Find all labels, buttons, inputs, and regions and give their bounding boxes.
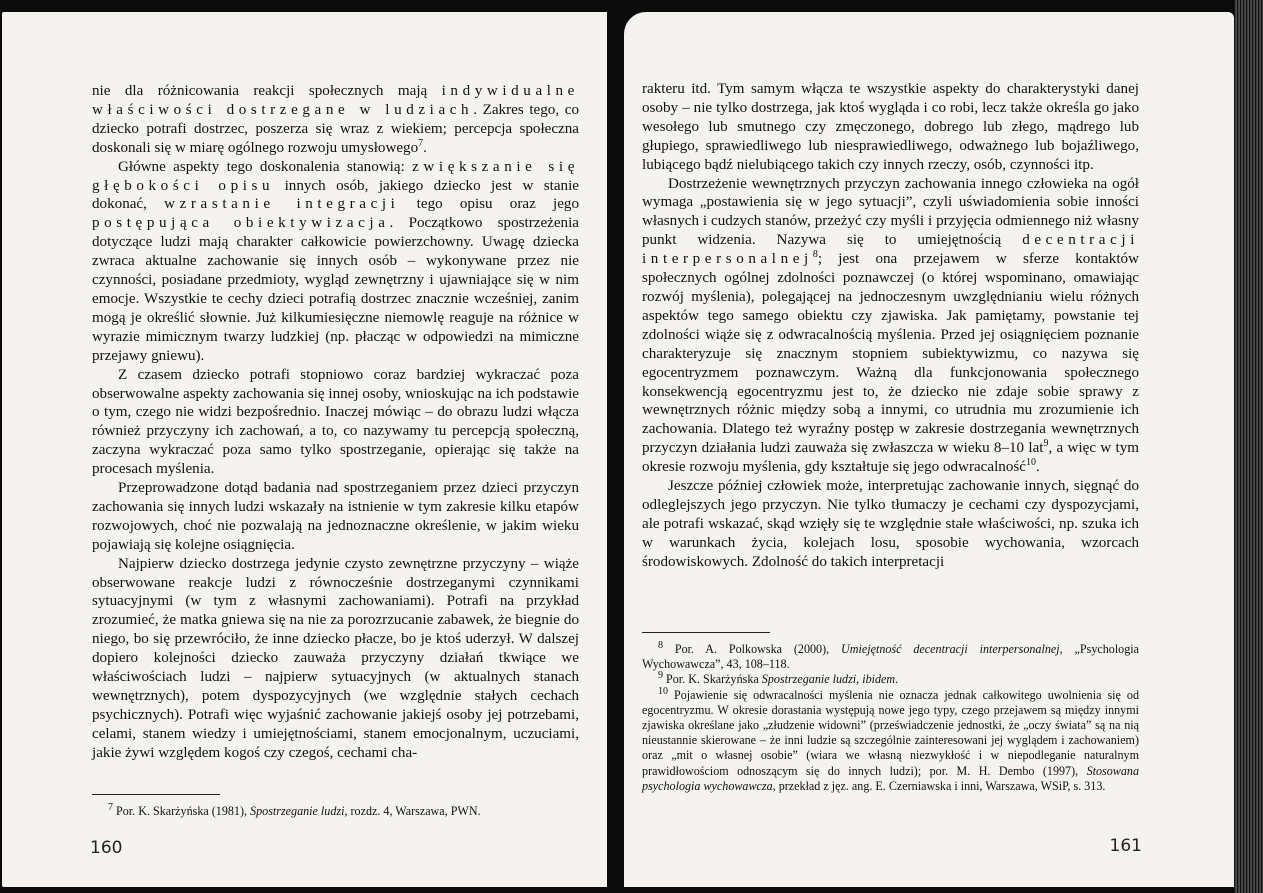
emphasized-term: decentracji interpersonalnej <box>642 232 1139 268</box>
paragraph <box>92 555 579 763</box>
text-run: , rozdz. 4, Warszawa, PWN. <box>344 804 481 818</box>
text-run: . <box>423 139 427 156</box>
text-run: , a więc w tym okresie rozwoju myślenia, gdy kształtuje się jego odwracalność <box>642 440 1139 476</box>
text-run: Pojawienie się odwracalności myślenia nie oznacza jednak całkowitego uwolnienia się od egocentryzmu. W okresie dorastania występują nowe jego typy, czego przejawem są między innymi zjawiska określane jako „złudzenie widowni” (przeświadczenie jednostki, że „oczy świata” są na nią nieustannie skierowane – że inni ludzie są szczególnie zainteresowani jej wyglądem i zachowaniem) oraz „mit o własnej osobie” (wiara we własną niezwykłość i w niepodleganie naturalnym prawidłowościom odnoszącym się do innych ludzi); por. M. H. Dembo (1997), <box>642 687 1139 778</box>
footnote-marker: 7 <box>418 137 424 149</box>
emphasized-term: zwiększanie się głębokości opisu <box>92 158 579 194</box>
paragraph <box>92 158 579 366</box>
text-run: . <box>895 672 899 687</box>
text-run: nie dla różnicowania reakcji społecznych mają <box>92 83 442 99</box>
text-run: ; jest ona przejawem w sferze kontaktów społecznych ogólnej zdolności poznawczej (o której wspominano, omawiając rozwój myślenia), polegającej na jednoczesnym uwzględnianiu wielu różnych aspektów tego samego obiektu czy zjawiska. Jak pamiętamy, powstanie tej zdolności wiąże się z odwracalnością myślenia. Przed jej osiągnięciem poznanie charakteryzuje się znacznym stopniem subiektywizmu, co nazywa się egocentryzmem poznawczym. Ważną dla funkcjonowania społecznego konsekwencją egocentryzmu jest to, że dziecko nie zdaje sobie sprawy z wewnętrznych różnic między sobą a innymi, co utrudnia mu zrozumienie ich zachowania. Dlatego też wyraźny postęp w zakresie dostrzegania wewnętrznych przyczyn działania ludzi zauważa się zwłaszcza w wieku 8–10 lat <box>642 251 1139 457</box>
text-run: tego opisu oraz jego <box>399 196 579 213</box>
footnotes <box>92 801 579 819</box>
paragraph <box>92 479 579 555</box>
emphasized-term: postępująca obiektywizacja <box>92 215 390 232</box>
text-run: Spostrzeganie ludzi <box>250 804 345 818</box>
text-run: Przeprowadzone dotąd badania nad spostrzeganiem przez dzieci przyczyn zachowania się innych ludzi wskazały na istnienie w tym zakresie kilku etapów rozwojowych, choć nie pozwalają na jednoznaczne określenie, w jakim wieku pojawiają się kolejne osiągnięcia. <box>92 480 579 553</box>
paragraph <box>642 639 1140 672</box>
footnotes <box>642 639 1140 794</box>
text-run: . <box>1035 459 1040 476</box>
text-run: Spostrzeganie ludzi, ibidem <box>761 672 896 687</box>
footnote-marker: 9 <box>1043 438 1049 450</box>
footnote-marker: 10 <box>1025 457 1036 469</box>
left-page <box>2 12 607 887</box>
text-run: Główne aspekty tego doskonalenia stanowią: <box>118 158 413 175</box>
text-run: Jeszcze później człowiek może, interpretując zachowanie innych, sięgnąć do odleglejszych jego przyczyn. Nie tylko tłumaczy je cechami czy dyspozycjami, ale potrafi wskazać, skąd wzięły się te względnie stałe właściwości, np. szuka ich w warunkach życia, kolejach losu, sposobie wychowania, wzorcach środowiskowych. Zdolność do takich interpretacji <box>642 478 1139 570</box>
text-run: Por. K. Skarżyńska <box>663 672 762 687</box>
text-run: . Początkowo spostrzeżenia dotyczące ludzi mają charakter całkowicie powierzchowny. Uwagę dziecka zwraca aktualne zachowanie się innych osób – wykonywane przez nie czynności, posiadane przedmioty, wygląd zewnętrzny i ujawniające się w nim emocje. Wszystkie te cechy dzieci potrafią dostrzec znacznie wcześniej, zanim mogą je określić słownie. Już kilkumiesięczne niemowlę reaguje na różnice w wyrazie mimicznym twarzy ludzkiej (np. płacząc w odpowiedzi na mimiczne przejawy gniewu). <box>92 215 579 364</box>
footnote-marker: 8 <box>812 249 818 261</box>
text-run: Stosowana psychologia wychowawcza <box>642 763 1139 793</box>
text-run: rakteru itd. Tym samym włącza te wszystkie aspekty do charakterystyki danej osoby – nie tylko dostrzega, jak ktoś wygląda i co robi, lecz także określa go jako wesołego lub smutnego czy zmęczonego, dobrego lub złego, mądrego lub głupiego, sprawiedliwego lub niesprawiedliwego, odważnego lub bojaźliwego, lubiącego bądź nielubiącego takich czy innych rzeczy, osób, czynności itp. <box>642 81 1139 173</box>
text-run: Z czasem dziecko potrafi stopniowo coraz bardziej wykraczać poza obserwowalne aspekty zachowania się innej osoby, wnioskując na ich podstawie o tym, czego nie widzi bezpośrednio. Inaczej mówiąc – do obrazu ludzi włącza również przyczyny ich zachowań, a to, co nazywamy tu percepcją społeczną, zaczyna wykraczać poza samo tylko spostrzeganie, opierając się także na procesach myślenia. <box>92 366 579 478</box>
paragraph <box>642 477 1139 572</box>
footnote-marker: 8 <box>658 639 663 651</box>
footnote-separator <box>642 632 770 633</box>
text-run: . Zakres tego, co dziecko potrafi dostrzec, poszerza się wraz z wiekiem; percepcja społeczna doskonali się w miarę ogólnego rozwoju umysłowego <box>92 101 579 156</box>
body-text <box>92 82 579 763</box>
right-page <box>624 12 1234 887</box>
text-run: , przekład z jęz. ang. E. Czerniawska i inni, Warszawa, WSiP, s. 313. <box>772 778 1106 793</box>
page-number: 161 <box>1109 836 1142 856</box>
paragraph <box>642 80 1139 175</box>
book-page-edges <box>1234 0 1263 893</box>
emphasized-term: indywidualne właściwości dostrzegane w ludziach <box>92 83 579 118</box>
text-run: Por. A. Polkowska (2000), <box>663 642 842 656</box>
paragraph <box>642 685 1139 794</box>
text-run: Najpierw dziecko dostrzega jedynie czysto zewnętrzne przyczyny – wiąże obserwowane reakcje ludzi z równocześnie dostrzeganymi czynnikami sytuacyjnymi (w tym z własnymi zachowaniami). Potrafi na przykład zrozumieć, że matka gniewa się na nie za porozrzucanie zabawek, że biegnie do niego, bo się przewróciło, że inne dziecko płacze, bo je ktoś uderzył. W dalszej dopiero kolejności dziecko zauważa przyczyny działań tkwiące we właściwościach ludzi – najpierw sytuacyjnych (w aktualnych stanach wewnętrznych), potem dyspozycyjnych (we względnie stałych cechach psychicznych). Potrafi więc wyjaśnić zachowanie jakiejś osoby jej potrzebami, celami, stanem wiedzy i umiejętnościami, stanem emocjonalnym, uczuciami, jakie żywi względem kogoś czy czegoś, cechami cha- <box>92 555 579 761</box>
text-run: , „Psychologia Wychowawcza”, 43, 108–118. <box>642 642 1140 672</box>
paragraph <box>92 82 579 158</box>
paragraph <box>92 801 579 819</box>
text-run: Dostrzeżenie wewnętrznych przyczyn zachowania innego człowieka na ogół wymaga „postawienia się w jego sytuacji”, czyli uświadomienia sobie inności własnych i cudzych stanów, przeżyć czy myśli i przyjęcia odmiennego niż własny punkt widzenia. Nazywa się to umiejętnością <box>642 175 1139 249</box>
footnote-marker: 9 <box>658 670 663 682</box>
footnote-separator <box>92 794 220 795</box>
body-text <box>642 80 1139 572</box>
paragraph <box>642 672 1139 687</box>
page-number: 160 <box>90 838 123 858</box>
footnote-marker: 7 <box>108 801 113 813</box>
paragraph <box>642 175 1139 478</box>
footnote-marker: 10 <box>658 685 668 697</box>
text-run: Umiejętność decentracji interpersonalnej <box>841 642 1060 656</box>
paragraph <box>92 366 579 479</box>
text-run: innych osób, jakiego dziecko jest w stanie dokonać, <box>92 177 579 213</box>
emphasized-term: wzrastanie integracji <box>164 196 400 213</box>
text-run: Por. K. Skarżyńska (1981), <box>113 804 251 818</box>
